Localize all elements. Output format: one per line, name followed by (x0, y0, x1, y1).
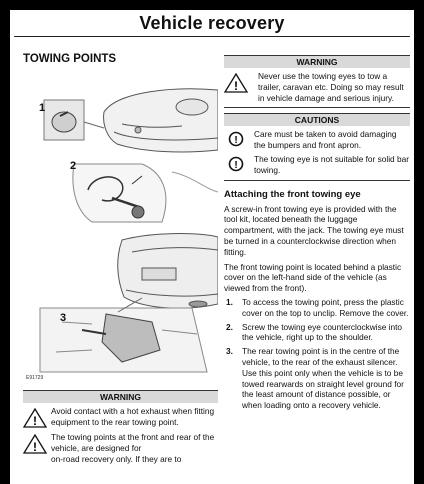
svg-text:!: ! (234, 79, 238, 93)
left-warning-item-2 (23, 432, 218, 464)
svg-text:!: ! (234, 159, 238, 171)
cautions-divider (224, 180, 410, 181)
right-warning-text: Never use the towing eyes to tow a trailer, caravan etc. Doing so may result in vehicle damage and serious injury. (258, 71, 404, 103)
attaching-heading: Attaching the front towing eye (224, 188, 361, 200)
step-1 (224, 297, 410, 319)
caution-circle-icon (228, 131, 244, 147)
callout-1: 1 (39, 102, 46, 114)
left-warning-text-2 (47, 432, 218, 464)
cautions-heading: CAUTIONS (224, 113, 410, 126)
figure-code: E91729 (26, 375, 44, 381)
caution-text-1: Care must be taken to avoid damaging the bumpers and front apron. (254, 129, 397, 151)
caution-item-1 (224, 129, 410, 151)
warning-triangle-icon (23, 434, 47, 454)
step-3-text: The rear towing point is in the centre of the vehicle, to the rear of the exhaust silencer. Use this point only when the vehicle is to be towed rearwards on straight level ground for the least amount of distance possible, or when loading onto a recovery vehicle. (242, 346, 404, 411)
manual-page (10, 10, 414, 484)
step-3-number: 3. (226, 346, 233, 357)
towing-points-illustration (22, 72, 218, 382)
warning-triangle-icon (224, 73, 248, 93)
left-warning-text-2-cut: on-road recovery only. If they are to (51, 453, 182, 464)
left-warning-heading: WARNING (23, 390, 218, 403)
svg-text:!: ! (33, 414, 37, 428)
right-warning-heading: WARNING (224, 55, 410, 68)
warning-divider (224, 107, 410, 108)
title-rule (14, 36, 410, 37)
step-2 (224, 322, 410, 344)
caution-circle-icon (228, 156, 244, 172)
callout-2: 2 (70, 160, 77, 172)
warning-triangle-icon (23, 408, 47, 428)
callout-3: 3 (60, 312, 67, 324)
illustration-drawing (22, 72, 218, 382)
page-title: Vehicle recovery (139, 13, 285, 33)
caution-item-2 (224, 154, 410, 176)
step-2-text: Screw the towing eye counterclockwise into the vehicle, right up to the shoulder. (242, 321, 403, 343)
step-2-number: 2. (226, 321, 233, 332)
right-warning-item (224, 71, 410, 103)
svg-text:!: ! (33, 440, 37, 454)
step-3 (224, 346, 410, 411)
step-1-text: To access the towing point, press the plastic cover on the top to unclip. Remove the cover. (242, 296, 409, 318)
caution-text-2: The towing eye is not suitable for solid bar towing. (254, 153, 409, 175)
attaching-paragraph-2: The front towing point is located behind a plastic cover on the left-hand side of the vehicle (as viewed from the front). (224, 261, 402, 294)
left-warning-item-1 (23, 406, 218, 428)
section-title: TOWING POINTS (23, 53, 117, 65)
left-warning-box (23, 390, 218, 464)
left-warning-text-1: Avoid contact with a hot exhaust when fitting equipment to the rear towing point. (51, 406, 215, 427)
step-1-number: 1. (226, 296, 233, 307)
svg-text:!: ! (234, 135, 238, 147)
left-warning-text-2-body: The towing points at the front and rear of the vehicle, are designed for (51, 432, 215, 453)
attaching-paragraph-1: A screw-in front towing eye is provided with the tool kit, located beneath the luggage compartment, with the jack. The towing eye must be turned in a counterclockwise direction when fitting. (224, 203, 404, 257)
right-column (224, 55, 410, 411)
